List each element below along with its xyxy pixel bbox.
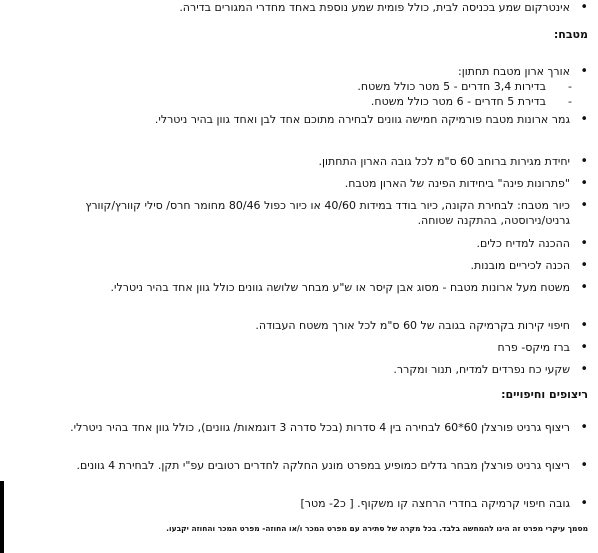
flooring-list-item: • ריצוף גרניט פורצלן מבחר גדלים כמופיע במפרט מונע החלקה לחדרים רטובים עפ"י תקן. לבחירת 4 גוונים. xyxy=(28,458,570,473)
kitchen-heading: מטבח: xyxy=(553,28,588,41)
kitchen-length-sub-item: - בדירות 3,4 חדרים - 5 מטר כולל משטח. xyxy=(40,79,546,94)
kitchen-list-item: • הכנה לכיריים מובנות. xyxy=(28,258,570,273)
flooring-list-item: • גובה חיפוי קרמיקה בחדרי הרחצה קו משקוף. [ כ2- מטר] xyxy=(28,496,570,511)
kitchen-list-item: • גמר ארונות מטבח פורמיקה חמישה גוונים לבחירה מתוכם אחד לבן ואחד גוון בהיר ניטרלי. xyxy=(28,112,570,127)
kitchen-list-item: • כיור מטבח: לבחירת הקונה, כיור בודד במידות 40/60 או כיור כפול 80/46 מחומר חרס/ סילי קוורץ/קוורץ גרניט/נירוסטה, בהתקנה שטוחה. xyxy=(28,198,570,228)
kitchen-length-item: • אורך ארון מטבח תחתון: xyxy=(28,64,570,79)
left-edge-bar xyxy=(0,481,4,553)
kitchen-list-item: • ברז מיקס- פרח xyxy=(28,340,570,355)
kitchen-list-item: • שקעי כח נפרדים למדיח, תנור ומקרר. xyxy=(28,362,570,377)
kitchen-list-item: • "פתרונות פינה" ביחידות הפינה של הארון מטבח. xyxy=(28,176,570,191)
kitchen-list-item: • חיפוי קירות בקרמיקה בגובה של 60 ס"מ לכל אורך משטח העבודה. xyxy=(28,318,570,333)
kitchen-list-item: • ההכנה למדיח כלים. xyxy=(28,236,570,251)
intercom-item: • אינטרקום שמע בכניסה לבית, כולל פומית שמע נוספת באחד מחדרי המגורים בדירה. xyxy=(28,0,570,15)
disclaimer-footer: מסמך עיקרי מפרט זה הינו להמחשה בלבד. בכל מקרה של סתירה עם מפרט המכר ו/או החוזה- מפרט המכר והחוזה יקבעו. xyxy=(166,524,588,533)
flooring-heading: ריצופים וחיפויים: xyxy=(501,388,588,401)
flooring-list-item: • ריצוף גרניט פורצלן 60*60 לבחירה בין 4 סדרות (בכל סדרה 3 דוגמאות/ גוונים), כולל גוון אחד בהיר ניטרלי. xyxy=(28,420,570,435)
kitchen-list-item: • משטח מעל ארונות מטבח - מסוג אבן קיסר או ש"ע מבחר שלושה גוונים כולל גוון אחד בהיר ניטרלי. xyxy=(28,280,570,295)
kitchen-length-sub-item: - בדירת 5 חדרים - 6 מטר כולל משטח. xyxy=(40,94,546,109)
kitchen-list-item: • יחידת מגירות ברוחב 60 ס"מ לכל גובה הארון התחתון. xyxy=(28,154,570,169)
